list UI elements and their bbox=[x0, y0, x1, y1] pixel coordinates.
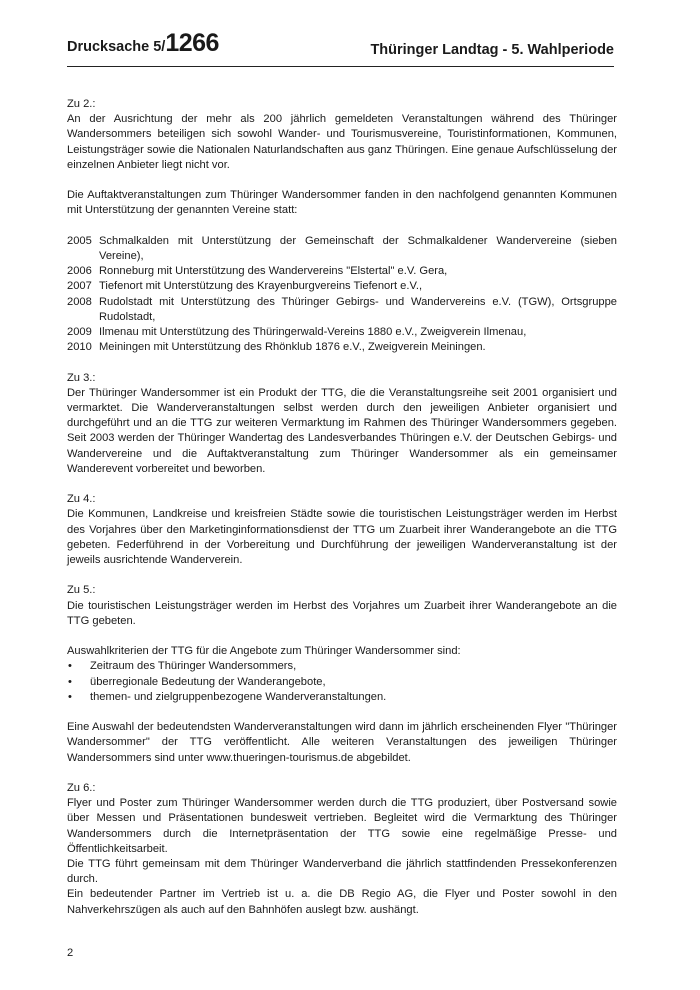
section-4-paragraph-1: Die Kommunen, Landkreise und kreisfreien Städte sowie die touristischen Leistungsträger werden im Herbst des Vorjahres über den Marketinginformationsdienst der TTG um Zuarbeit ihrer Wanderangebote an die TTG gebeten. Federführend in der Vorbereitung und Durchführung der jeweiligen Wanderveranstaltung ist der jeweils ausrichtende Wanderverein. bbox=[67, 508, 617, 567]
list-item bbox=[67, 675, 617, 690]
section-6-paragraph-1: Flyer und Poster zum Thüringer Wandersommer werden durch die TTG produziert, über Postversand sowie über Messen und Präsentationen bundesweit vertrieben. Begleitet wird die Vermarktung des Thüringer Wandersommers durch die Internetpräsentation der TTG sowie eine regelmäßige Presse- und Öffentlichkeitsarbeit. bbox=[67, 797, 617, 855]
list-item bbox=[67, 690, 617, 705]
year: 2010 bbox=[67, 341, 92, 354]
event-text: Ronneburg mit Unterstützung des Wandervereins "Elstertal" e.V. Gera, bbox=[99, 265, 448, 278]
page-number: 2 bbox=[67, 947, 74, 959]
year: 2007 bbox=[67, 280, 92, 293]
parliament-period: Thüringer Landtag - 5. Wahlperiode bbox=[370, 42, 614, 58]
document-number bbox=[67, 29, 219, 58]
year: 2008 bbox=[67, 295, 92, 308]
section-3-paragraph-1: Der Thüringer Wandersommer ist ein Produkt der TTG, die die Veranstaltungsreihe seit 2001 organisiert und vermarktet. Die Wanderveranstaltungen selbst werden durch den jeweiligen Anbieter organisiert und durchgeführt und an die TTG zur weiteren Vermarktung im Rahmen des Thüringer Wandersommers gegeben. Seit 2003 werden der Thüringer Wandertag des Landesverbandes Thüringen e.V. der Deutschen Gebirgs- und Wandervereine und die Auftaktveranstaltung zum Thüringer Wandersommer als ein gemeinsamer Wanderevent vorbereitet und beworben. bbox=[67, 386, 617, 475]
criteria-text: themen- und zielgruppenbezogene Wanderveranstaltungen. bbox=[90, 690, 387, 703]
event-text: Meiningen mit Unterstützung des Rhönklub 1876 e.V., Zweigverein Meiningen. bbox=[99, 341, 486, 354]
document-label: Drucksache 5/ bbox=[67, 39, 166, 55]
list-item bbox=[67, 340, 617, 355]
bullet-icon: • bbox=[68, 675, 72, 688]
event-text: Tiefenort mit Unterstützung des Krayenburgvereins Tiefenort e.V., bbox=[99, 280, 423, 293]
event-text: Rudolstadt mit Unterstützung des Thüringer Gebirgs- und Wandervereins e.V. (TGW), Ortsgruppe Rudolstadt, bbox=[99, 295, 617, 323]
list-item bbox=[67, 295, 617, 325]
year: 2006 bbox=[67, 265, 92, 278]
section-5-heading: Zu 5.: bbox=[67, 584, 96, 597]
event-text: Ilmenau mit Unterstützung des Thüringerwald-Vereins 1880 e.V., Zweigverein Ilmenau, bbox=[99, 326, 527, 339]
section-6-paragraph-2: Die TTG führt gemeinsam mit dem Thüringer Wanderverband die jährlich stattfindenden Pressekonferenzen durch. bbox=[67, 858, 617, 886]
section-2-paragraph-1: An der Ausrichtung der mehr als 200 jährlich gemeldeten Veranstaltungen während des Thüringer Wandersommers beteiligen sich sowohl Wander- und Tourismusvereine, Touristinformationen, Kommunen, Leistungsträger sowie die Nationalen Naturlandschaften aus ganz Thüringen. Eine genaue Aufschlüsselung der einzelnen Anbieter liegt nicht vor. bbox=[67, 113, 617, 171]
criteria-text: Zeitraum des Thüringer Wandersommers, bbox=[90, 660, 297, 673]
document-body bbox=[67, 97, 617, 918]
page-header bbox=[67, 28, 614, 67]
section-5-paragraph-1: Die touristischen Leistungsträger werden im Herbst des Vorjahres um Zuarbeit ihrer Wanderangebote an die TTG gebeten. bbox=[67, 599, 617, 627]
document-number-value: 1266 bbox=[165, 29, 219, 57]
event-text: Schmalkalden mit Unterstützung der Gemeinschaft der Schmalkaldener Wandervereine (sieben Vereine), bbox=[99, 234, 617, 262]
section-5-paragraph-3: Eine Auswahl der bedeutendsten Wanderveranstaltungen wird dann im jährlich erscheinenden Flyer "Thüringer Wandersommer" der TTG veröffentlicht. Alle weiteren Veranstaltungen des jeweiligen Thüringer Wandersommers sind unter www.thueringen-tourismus.de abgebildet. bbox=[67, 721, 617, 764]
criteria-text: überregionale Bedeutung der Wanderangebote, bbox=[90, 675, 326, 688]
list-item bbox=[67, 659, 617, 674]
list-item bbox=[67, 264, 617, 279]
section-6-paragraph-3: Ein bedeutender Partner im Vertrieb ist u. a. die DB Regio AG, die Flyer und Poster sowohl in den Nahverkehrszügen als auch auf den Bahnhöfen auslegt bzw. aushängt. bbox=[67, 888, 617, 916]
section-2-paragraph-2: Die Auftaktveranstaltungen zum Thüringer Wandersommer fanden in den nachfolgend genannten Kommunen mit Unterstützung der genannten Vereine statt: bbox=[67, 189, 617, 217]
section-5-paragraph-2: Auswahlkriterien der TTG für die Angebote zum Thüringer Wandersommer sind: bbox=[67, 645, 461, 658]
section-2-heading: Zu 2.: bbox=[67, 98, 96, 110]
section-6-heading: Zu 6.: bbox=[67, 782, 96, 795]
bullet-icon: • bbox=[68, 660, 72, 673]
year: 2005 bbox=[67, 234, 92, 247]
bullet-icon: • bbox=[68, 690, 72, 703]
kickoff-events-list bbox=[67, 234, 617, 356]
year: 2009 bbox=[67, 326, 92, 339]
section-3-heading: Zu 3.: bbox=[67, 371, 96, 384]
list-item bbox=[67, 279, 617, 294]
section-4-heading: Zu 4.: bbox=[67, 493, 96, 506]
list-item bbox=[67, 234, 617, 264]
criteria-list bbox=[67, 659, 617, 705]
list-item bbox=[67, 325, 617, 340]
